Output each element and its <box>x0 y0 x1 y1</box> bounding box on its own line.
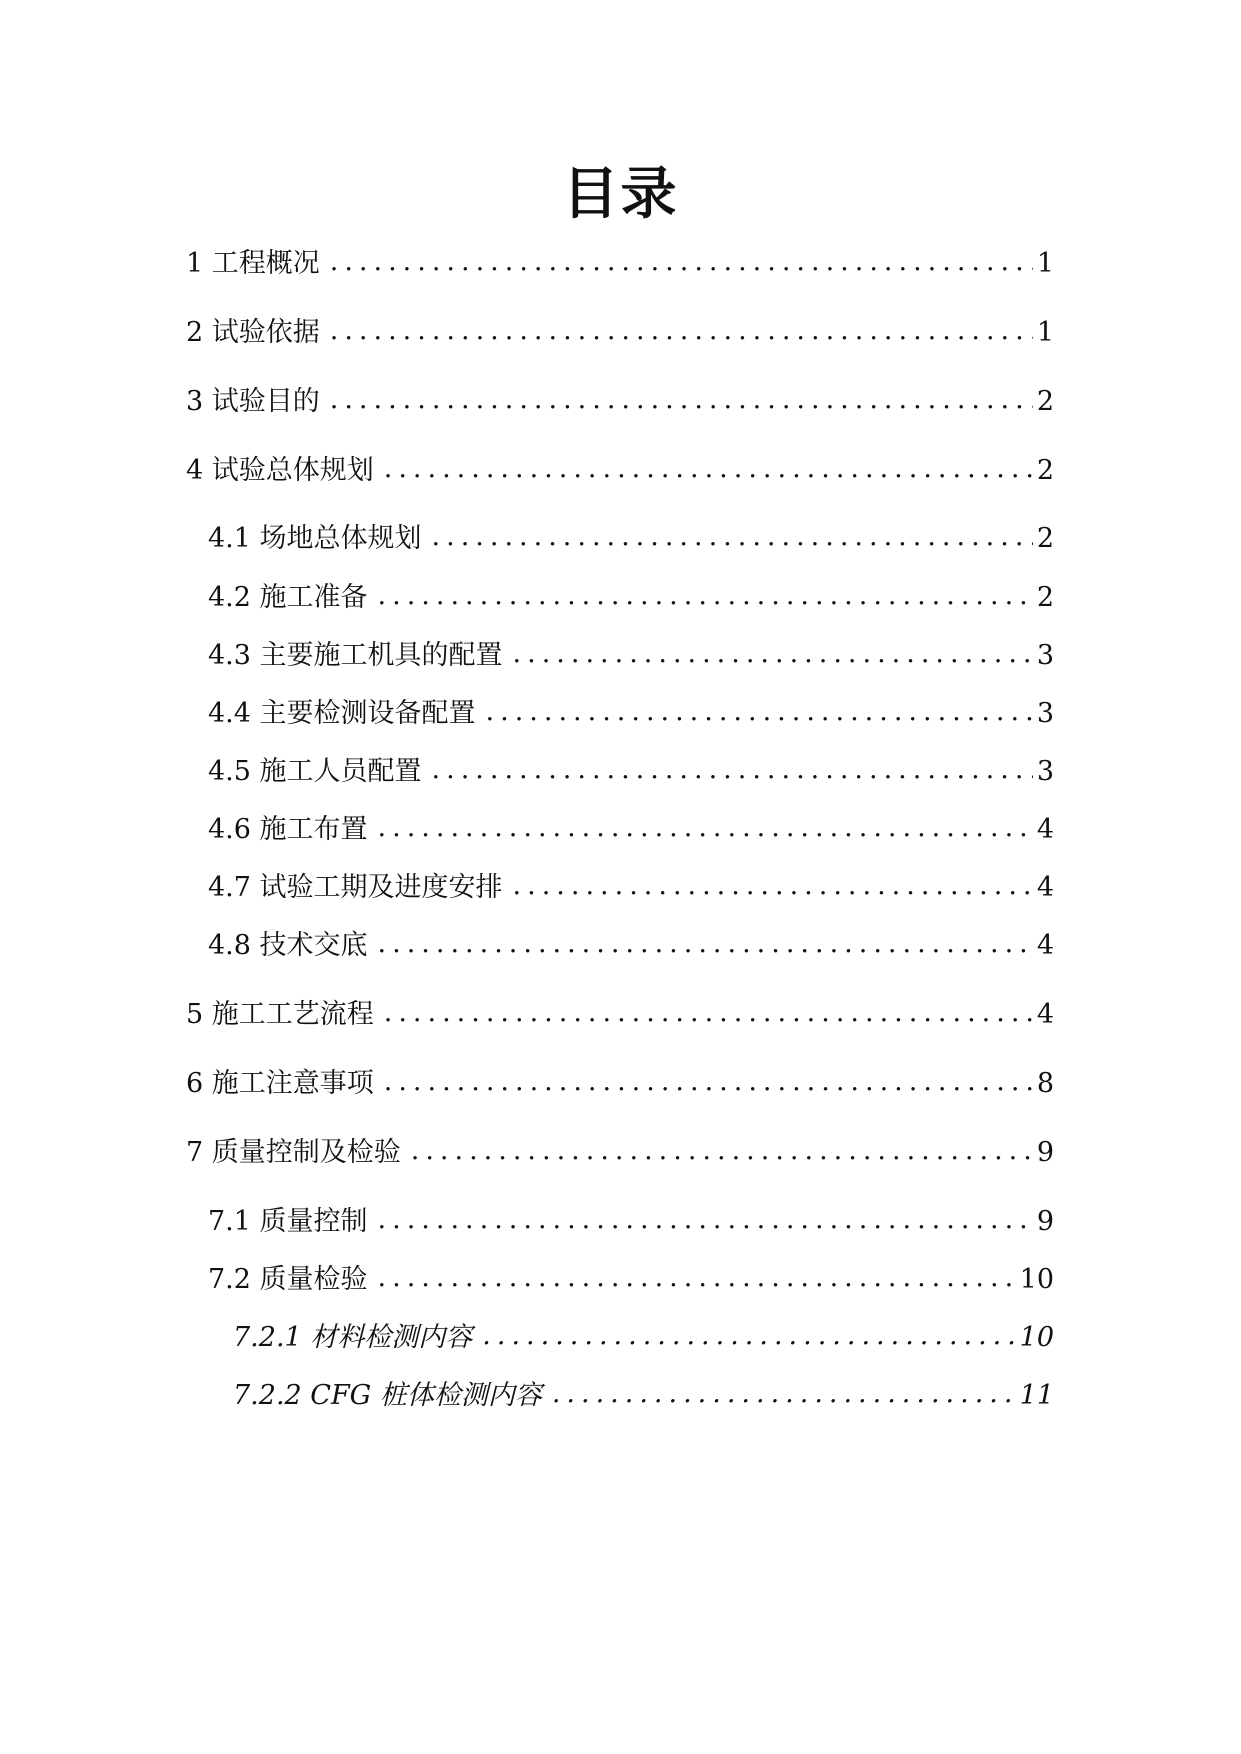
toc-page-number: 4 <box>1036 999 1054 1030</box>
toc-leader-dots <box>330 244 1033 280</box>
toc-page-number: 8 <box>1036 1068 1054 1099</box>
toc-page-number: 3 <box>1036 698 1054 729</box>
toc-leader-dots <box>330 313 1033 349</box>
toc-page-number: 4 <box>1036 814 1054 845</box>
toc-leader-dots <box>378 926 1033 962</box>
toc-leader-dots <box>482 1318 1015 1354</box>
toc-entry[interactable] <box>208 1204 1054 1240</box>
toc-entry-label: 6 施工注意事项 <box>186 1068 374 1099</box>
toc-entry[interactable] <box>208 521 1054 557</box>
toc-page-number: 9 <box>1036 1206 1054 1237</box>
toc-entry[interactable] <box>208 638 1054 674</box>
toc-entry[interactable] <box>233 1320 1054 1356</box>
toc-entry-label: 4.1 场地总体规划 <box>208 523 422 554</box>
toc-page-number: 10 <box>1019 1322 1054 1353</box>
toc-entry-label: 4.2 施工准备 <box>208 582 368 613</box>
toc-entry-label: 7.2.2 CFG 桩体检测内容 <box>233 1380 542 1411</box>
toc-page-number: 4 <box>1036 930 1054 961</box>
toc-leader-dots <box>378 810 1033 846</box>
toc-leader-dots <box>552 1376 1016 1412</box>
toc-leader-dots <box>378 1202 1033 1238</box>
toc-leader-dots <box>384 995 1033 1031</box>
toc-entry[interactable] <box>208 696 1054 732</box>
toc-entry[interactable] <box>186 1135 1054 1171</box>
toc-entry[interactable] <box>208 754 1054 790</box>
toc-entry-label: 4.3 主要施工机具的配置 <box>208 640 503 671</box>
toc-entry-label: 4.4 主要检测设备配置 <box>208 698 476 729</box>
toc-page-number: 9 <box>1036 1137 1054 1168</box>
toc-leader-dots <box>513 636 1033 672</box>
toc-entry[interactable] <box>208 928 1054 964</box>
toc-page-number: 2 <box>1036 455 1054 486</box>
toc-entry[interactable] <box>186 246 1054 282</box>
toc-leader-dots <box>384 1064 1033 1100</box>
toc-entry-label: 7.2.1 材料检测内容 <box>233 1322 473 1353</box>
toc-page-number: 10 <box>1019 1264 1054 1295</box>
toc-entry-label: 3 试验目的 <box>186 386 320 417</box>
toc-page-number: 1 <box>1036 317 1054 348</box>
toc-entry-label: 4.6 施工布置 <box>208 814 368 845</box>
toc-page-number: 2 <box>1036 523 1054 554</box>
toc-entry-label: 5 施工工艺流程 <box>186 999 374 1030</box>
toc-entry-label: 2 试验依据 <box>186 317 320 348</box>
toc-entry[interactable] <box>233 1378 1054 1414</box>
toc-entry[interactable] <box>186 1066 1054 1102</box>
toc-entry-label: 4.7 试验工期及进度安排 <box>208 872 503 903</box>
toc-leader-dots <box>411 1133 1033 1169</box>
toc-leader-dots <box>432 519 1033 555</box>
toc-entry-label: 7.2 质量检验 <box>208 1264 368 1295</box>
toc-entry[interactable] <box>208 1262 1054 1298</box>
toc-page-number: 1 <box>1036 248 1054 279</box>
toc-page-number: 2 <box>1036 386 1054 417</box>
toc-leader-dots <box>384 451 1033 487</box>
toc-entry-label: 4.8 技术交底 <box>208 930 368 961</box>
toc-entry[interactable] <box>186 384 1054 420</box>
toc-leader-dots <box>330 382 1033 418</box>
toc-entry[interactable] <box>186 315 1054 351</box>
page-title: 目录 <box>562 162 679 227</box>
toc-entry-label: 1 工程概况 <box>186 248 320 279</box>
toc-entry-label: 4.5 施工人员配置 <box>208 756 422 787</box>
toc-page-number: 2 <box>1036 582 1054 613</box>
toc-entry-label: 7.1 质量控制 <box>208 1206 368 1237</box>
toc-leader-dots <box>486 694 1033 730</box>
toc-entry[interactable] <box>186 453 1054 489</box>
toc-page-number: 3 <box>1036 756 1054 787</box>
toc-entry[interactable] <box>208 580 1054 616</box>
toc-entry[interactable] <box>208 812 1054 848</box>
toc-leader-dots <box>378 1260 1016 1296</box>
toc-entry[interactable] <box>186 997 1054 1033</box>
toc-leader-dots <box>513 868 1033 904</box>
toc-entry[interactable] <box>208 870 1054 906</box>
toc-page-number: 3 <box>1036 640 1054 671</box>
toc-page-number: 11 <box>1019 1380 1054 1411</box>
toc-leader-dots <box>432 752 1033 788</box>
toc-entry-label: 4 试验总体规划 <box>186 455 374 486</box>
toc-leader-dots <box>378 578 1033 614</box>
toc-entry-label: 7 质量控制及检验 <box>186 1137 401 1168</box>
toc-page-number: 4 <box>1036 872 1054 903</box>
